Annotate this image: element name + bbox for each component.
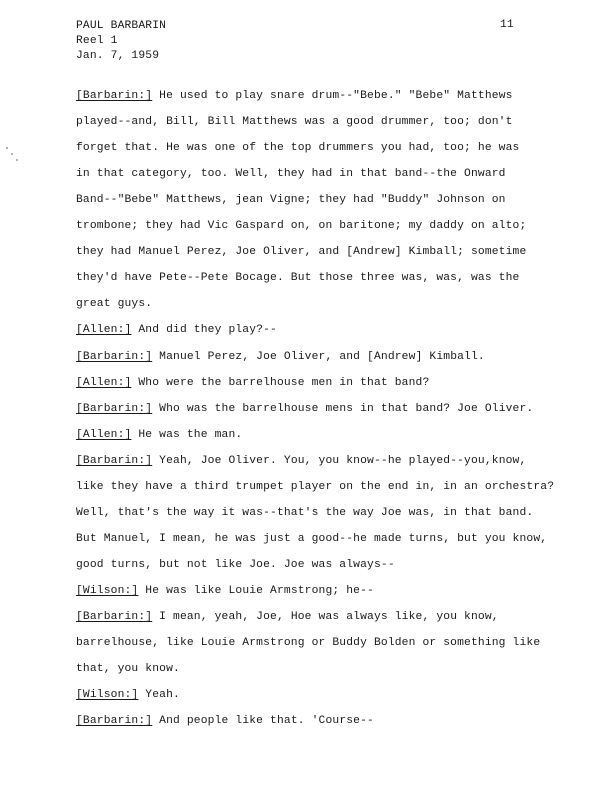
transcript-line xyxy=(76,638,540,649)
line-text: Yeah. xyxy=(138,689,180,701)
transcript-line xyxy=(76,221,526,232)
transcript-line xyxy=(76,143,519,154)
transcript-line xyxy=(76,117,513,128)
line-text: Who were the barrelhouse men in that band? xyxy=(131,377,430,389)
transcript-line xyxy=(76,664,180,675)
transcript-line xyxy=(76,586,374,597)
line-text: Who was the barrelhouse mens in that band? Joe Oliver. xyxy=(152,403,534,415)
transcript-line xyxy=(76,325,277,336)
transcript-line xyxy=(76,404,533,415)
line-text: And people like that. 'Course-- xyxy=(152,715,374,727)
transcript-line xyxy=(76,195,506,206)
transcript-line xyxy=(76,456,526,467)
line-text: played--and, Bill, Bill Matthews was a good drummer, too; don't xyxy=(76,116,513,128)
transcript-line xyxy=(76,169,506,180)
speaker-label: [Barbarin:] xyxy=(76,351,153,363)
line-text: in that category, too. Well, they had in that band--the Onward xyxy=(76,168,506,180)
speaker-label: [Allen:] xyxy=(76,377,132,389)
line-text: But Manuel, I mean, he was just a good--he made turns, but you know, xyxy=(76,533,548,545)
line-text: forget that. He was one of the top drummers you had, too; he was xyxy=(76,142,520,154)
transcript-line xyxy=(76,352,485,363)
line-text: He used to play snare drum--"Bebe." "Bebe" Matthews xyxy=(152,90,513,102)
scan-speck xyxy=(16,159,18,161)
transcript-line xyxy=(76,299,152,310)
transcript-line xyxy=(76,560,395,571)
transcript-line xyxy=(76,378,429,389)
speaker-label: [Allen:] xyxy=(76,324,132,336)
line-text: they'd have Pete--Pete Bocage. But those three was, was, was the xyxy=(76,272,520,284)
line-text: Manuel Perez, Joe Oliver, and [Andrew] Kimball. xyxy=(152,351,485,363)
transcript-line xyxy=(76,482,554,493)
line-text: And did they play?-- xyxy=(131,324,277,336)
line-text: good turns, but not like Joe. Joe was always-- xyxy=(76,559,395,571)
header-date: Jan. 7, 1959 xyxy=(76,50,160,62)
scan-speck xyxy=(6,147,8,149)
header-name: PAUL BARBARIN xyxy=(76,20,167,32)
transcript-line xyxy=(76,430,242,441)
transcript-line xyxy=(76,91,513,102)
line-text: Band--"Bebe" Matthews, jean Vigne; they had "Buddy" Johnson on xyxy=(76,194,506,206)
scan-speck xyxy=(11,153,13,155)
line-text: I mean, yeah, Joe, Hoe was always like, you know, xyxy=(152,611,499,623)
line-text: barrelhouse, like Louie Armstrong or Buddy Bolden or something like xyxy=(76,637,541,649)
transcript-line xyxy=(76,716,374,727)
speaker-label: [Barbarin:] xyxy=(76,403,153,415)
transcript-line xyxy=(76,508,533,519)
speaker-label: [Allen:] xyxy=(76,429,132,441)
line-text: trombone; they had Vic Gaspard on, on baritone; my daddy on alto; xyxy=(76,220,527,232)
line-text: great guys. xyxy=(76,298,153,310)
page-number: 11 xyxy=(500,19,514,31)
speaker-label: [Barbarin:] xyxy=(76,715,153,727)
speaker-label: [Barbarin:] xyxy=(76,455,153,467)
line-text: Yeah, Joe Oliver. You, you know--he played--you,know, xyxy=(152,455,527,467)
line-text: that, you know. xyxy=(76,663,180,675)
speaker-label: [Wilson:] xyxy=(76,585,139,597)
line-text: they had Manuel Perez, Joe Oliver, and [Andrew] Kimball; sometime xyxy=(76,246,527,258)
header-reel: Reel 1 xyxy=(76,35,118,47)
line-text: like they have a third trumpet player on the end in, in an orchestra? xyxy=(76,481,555,493)
speaker-label: [Barbarin:] xyxy=(76,611,153,623)
speaker-label: [Barbarin:] xyxy=(76,90,153,102)
line-text: He was like Louie Armstrong; he-- xyxy=(138,585,374,597)
line-text: He was the man. xyxy=(131,429,243,441)
transcript-line xyxy=(76,247,526,258)
transcript-line xyxy=(76,534,547,545)
transcript-line xyxy=(76,273,519,284)
line-text: Well, that's the way it was--that's the way Joe was, in that band. xyxy=(76,507,534,519)
transcript-line xyxy=(76,690,180,701)
transcript-line xyxy=(76,612,499,623)
speaker-label: [Wilson:] xyxy=(76,689,139,701)
